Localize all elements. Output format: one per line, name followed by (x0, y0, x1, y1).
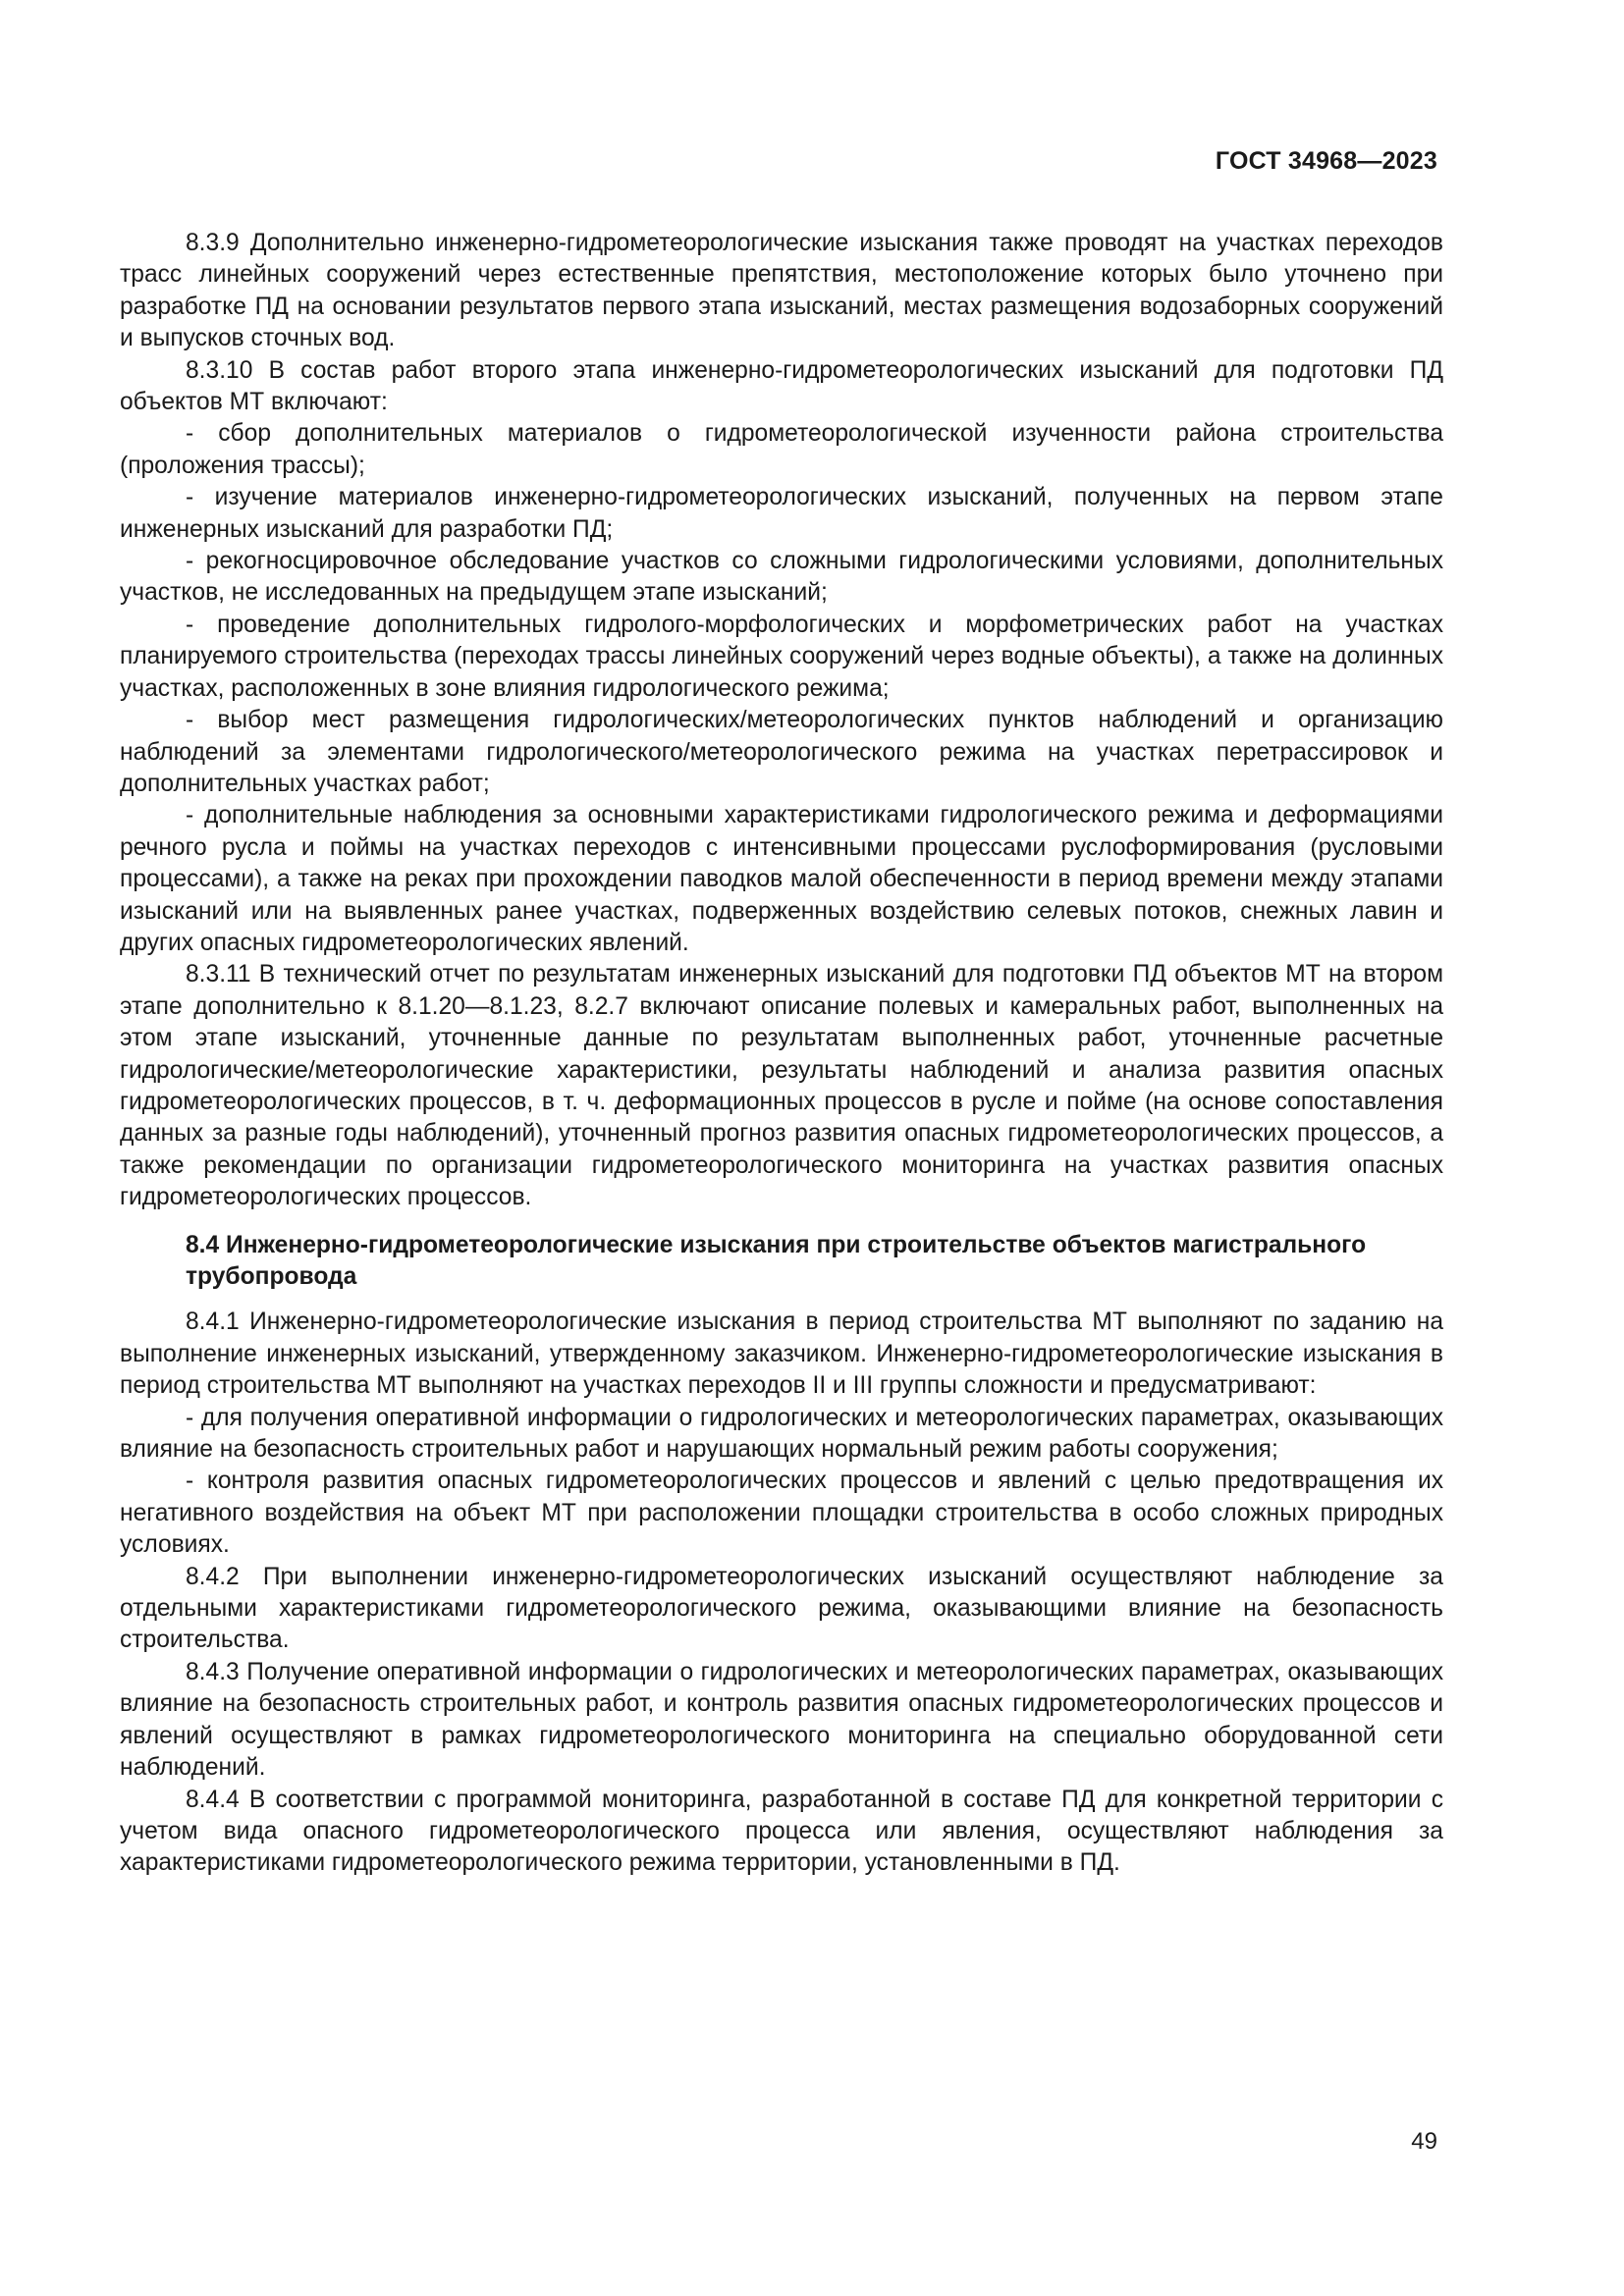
section-heading-8-4: 8.4 Инженерно-гидрометеорологические изыскания при строительстве объектов магистрального трубопровода (186, 1231, 1367, 1290)
list-item: - выбор мест размещения гидрологических/метеорологических пунктов наблюдений и организацию наблюдений за элементами гидрологического/метеорологического режима на участках перетрассировок и дополнительных участках работ; (120, 707, 1443, 797)
paragraph-8-3-11: 8.3.11 В технический отчет по результатам инженерных изысканий для подготовки ПД объектов МТ на втором этапе дополнительно к 8.1.20—8.1.23, 8.2.7 включают описание полевых и камеральных работ, выполненных на этом этапе изысканий, уточненные данные по результатам выполненных работ, уточненные расчетные гидрологические/метеорологические характеристики, результаты наблюдений и анализа развития опасных гидрометеорологических процессов, в т. ч. деформационных процессов в русле и пойме (на основе сопоставления данных за разные годы наблюдений), уточненный прогноз развития опасных гидрометеорологических процессов, а также рекомендации по организации гидрометеорологического мониторинга на участках развития опасных гидрометеорологических процессов. (120, 961, 1443, 1211)
list-item: - сбор дополнительных материалов о гидрометеорологической изученности района строительства (проложения трассы); (120, 420, 1443, 479)
list-item: - для получения оперативной информации о гидрологических и метеорологических параметрах, оказывающих влияние на безопасность строительных работ и нарушающих нормальный режим работы сооружения; (120, 1404, 1443, 1464)
document-code: ГОСТ 34968—2023 (1215, 147, 1437, 175)
list-item: - изучение материалов инженерно-гидрометеорологических изысканий, полученных на первом этапе инженерных изысканий для разработки ПД; (120, 484, 1443, 543)
document-body (120, 228, 1443, 1880)
paragraph-8-3-9: 8.3.9 Дополнительно инженерно-гидрометеорологические изыскания также проводят на участках переходов трасс линейных сооружений через естественные препятствия, местоположение которых было уточнено при разработке ПД на основании результатов первого этапа изысканий, местах размещения водозаборных сооружений и выпусков сточных вод. (120, 230, 1443, 352)
list-item: - дополнительные наблюдения за основными характеристиками гидрологического режима и деформациями речного русла и поймы на участках переходов с интенсивными процессами руслоформирования (русловыми процессами), а также на реках при прохождении паводков малой обеспеченности в период времени между этапами изысканий или на выявленных ранее участках, подверженных воздействию селевых потоков, снежных лавин и других опасных гидрометеорологических явлений. (120, 802, 1443, 956)
list-item: - контроля развития опасных гидрометеорологических процессов и явлений с целью предотвращения их негативного воздействия на объект МТ при расположении площадки строительства в особо сложных природных условиях. (120, 1468, 1443, 1559)
list-item: - рекогносцировочное обследование участков со сложными гидрологическими условиями, дополнительных участков, не исследованных на предыдущем этапе изысканий; (120, 548, 1443, 607)
page-number: 49 (1411, 2128, 1437, 2155)
paragraph-8-3-10: 8.3.10 В состав работ второго этапа инженерно-гидрометеорологических изысканий для подготовки ПД объектов МТ включают: (120, 356, 1443, 416)
paragraph-8-4-1: 8.4.1 Инженерно-гидрометеорологические изыскания в период строительства МТ выполняют по заданию на выполнение инженерных изысканий, утвержденному заказчиком. Инженерно-гидрометеорологические изыскания в период строительства МТ выполняют на участках переходов II и III группы сложности и предусматривают: (120, 1308, 1443, 1400)
paragraph-8-4-3: 8.4.3 Получение оперативной информации о гидрологических и метеорологических параметрах, оказывающих влияние на безопасность строительных работ, и контроль развития опасных гидрометеорологических процессов и явлений осуществляют в рамках гидрометеорологического мониторинга на специально оборудованной сети наблюдений. (120, 1658, 1443, 1782)
list-item: - проведение дополнительных гидролого-морфологических и морфометрических работ на участках планируемого строительства (переходах трассы линейных сооружений через водные объекты), а также на долинных участках, расположенных в зоне влияния гидрологического режима; (120, 611, 1443, 702)
paragraph-8-4-2: 8.4.2 При выполнении инженерно-гидрометеорологических изысканий осуществляют наблюдение за отдельными характеристиками гидрометеорологического режима, оказывающими влияние на безопасность строительства. (120, 1563, 1443, 1654)
paragraph-8-4-4: 8.4.4 В соответствии с программой мониторинга, разработанной в составе ПД для конкретной территории с учетом вида опасного гидрометеорологического процесса или явления, осуществляют наблюдения за характеристиками гидрометеорологического режима территории, установленными в ПД. (120, 1786, 1443, 1877)
